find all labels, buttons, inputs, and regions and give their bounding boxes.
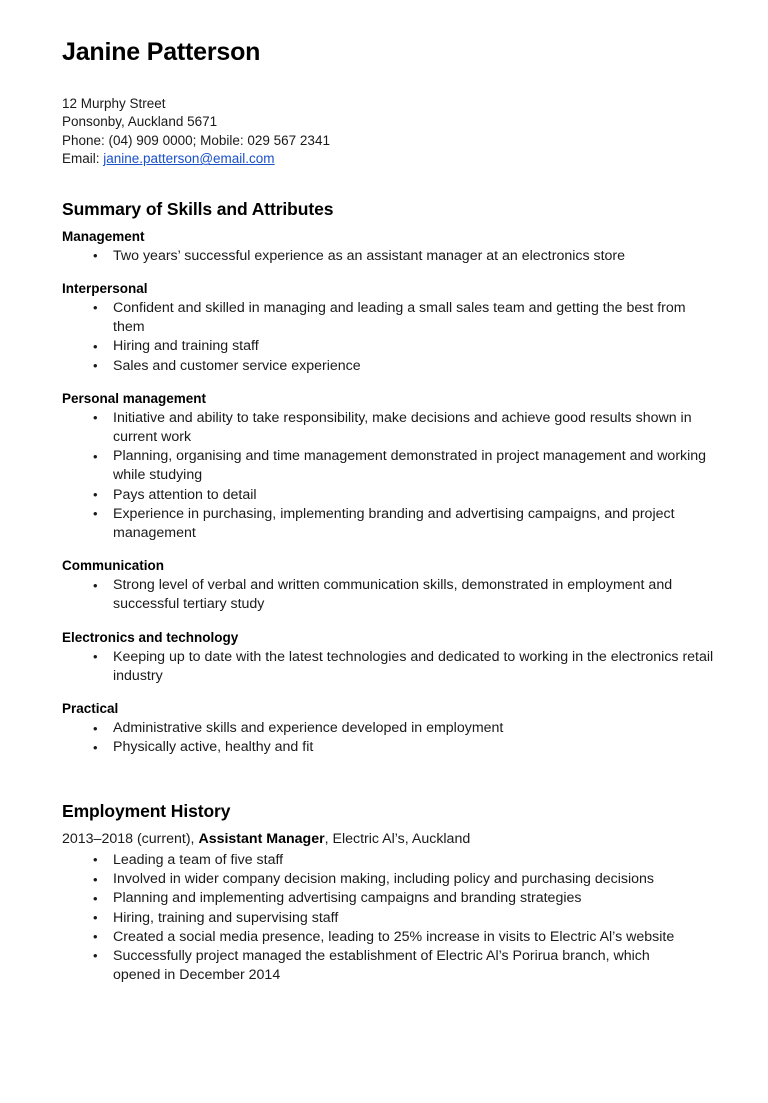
list-item: • Experience in purchasing, implementing branding and advertising campaigns, and project management (62, 505, 720, 543)
list-item: • Initiative and ability to take responsibility, make decisions and achieve good results shown in current work (62, 409, 720, 447)
email-label: Email: (62, 151, 104, 167)
list-item: • Strong level of verbal and written communication skills, demonstrated in employment and successful tertiary study (62, 576, 720, 614)
skill-group-title: Personal management (62, 390, 207, 406)
list-item: • Leading a team of five staff (62, 851, 720, 870)
list-item: • Confident and skilled in managing and leading a small sales team and getting the best from them (62, 299, 720, 337)
list-item: • Hiring and training staff (62, 337, 720, 356)
skill-group-interpersonal (62, 280, 720, 376)
skill-group-personal-management (62, 390, 720, 543)
skills-groups (62, 228, 720, 758)
list-item: • Planning and implementing advertising campaigns and branding strategies (62, 889, 720, 908)
email-link[interactable]: janine.patterson@email.com (103, 151, 275, 167)
skill-bullet-list (62, 719, 720, 757)
list-item: • Successfully project managed the establishment of Electric Al’s Porirua branch, which opened in December 2014 (62, 947, 720, 985)
skill-group-practical (62, 700, 720, 757)
list-item: • Involved in wider company decision making, including policy and purchasing decisions (62, 870, 720, 889)
skill-group-title: Electronics and technology (62, 629, 239, 645)
employment-company: , Electric Al’s, Auckland (324, 831, 471, 848)
email-line (62, 150, 720, 169)
skill-group-title: Management (62, 228, 145, 244)
candidate-name: Janine Patterson (62, 38, 261, 66)
skill-bullet-list (62, 247, 720, 266)
skill-bullet-list (62, 576, 720, 614)
skill-bullet-list (62, 299, 720, 376)
list-item: • Hiring, training and supervising staff (62, 909, 720, 928)
employment-entry-header (62, 830, 720, 850)
section-heading-skills: Summary of Skills and Attributes (62, 198, 334, 219)
skill-group-electronics-and-technology (62, 629, 720, 686)
list-item: • Two years’ successful experience as an assistant manager at an electronics store (62, 247, 720, 266)
skill-group-communication (62, 557, 720, 614)
list-item: • Planning, organising and time management demonstrated in project management and working while studying (62, 447, 720, 485)
skill-bullet-list (62, 409, 720, 543)
phone-line: Phone: (04) 909 0000; Mobile: 029 567 2341 (62, 132, 330, 148)
list-item: • Pays attention to detail (62, 486, 720, 505)
skill-group-title: Communication (62, 558, 165, 574)
list-item: • Sales and customer service experience (62, 357, 720, 376)
skill-bullet-list (62, 648, 720, 686)
employment-bullet-list (62, 851, 720, 985)
skill-group-title: Interpersonal (62, 280, 148, 296)
skill-group-management (62, 228, 720, 266)
employment-dates: 2013–2018 (current), (62, 831, 199, 848)
list-item: • Created a social media presence, leading to 25% increase in visits to Electric Al’s website (62, 928, 720, 947)
contact-block (62, 95, 720, 169)
employment-role: Assistant Manager (198, 831, 325, 848)
employment-entry (62, 830, 720, 985)
list-item: • Keeping up to date with the latest technologies and dedicated to working in the electronics retail industry (62, 648, 720, 686)
list-item: • Administrative skills and experience developed in employment (62, 719, 720, 738)
address-line-2: Ponsonby, Auckland 5671 (62, 114, 218, 130)
section-heading-employment: Employment History (62, 801, 231, 822)
skill-group-title: Practical (62, 701, 119, 716)
address-line-1: 12 Murphy Street (62, 95, 166, 111)
list-item: • Physically active, healthy and fit (62, 738, 720, 757)
